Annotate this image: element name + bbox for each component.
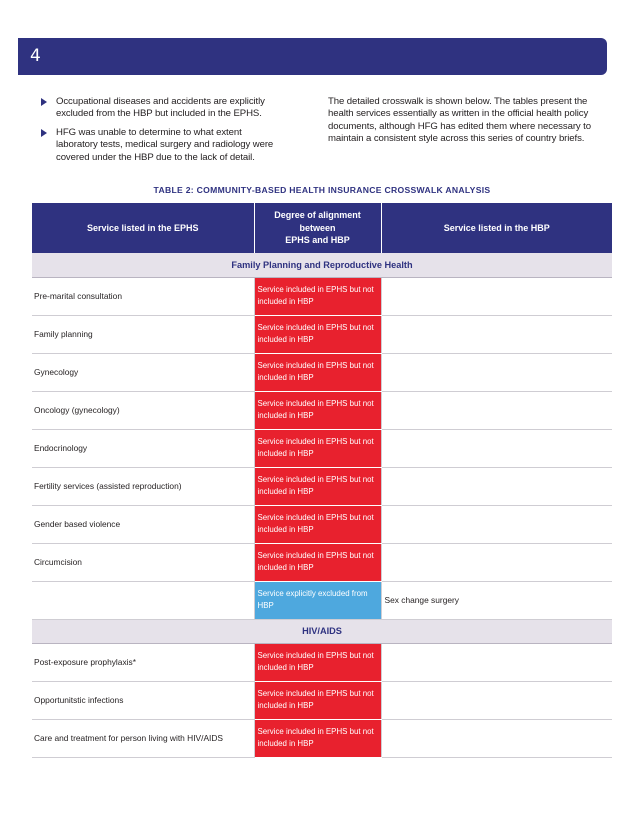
cell-alignment-excluded: Service explicitly excluded from HBP xyxy=(254,581,381,619)
table-row xyxy=(32,719,612,757)
cell-ephs-service: Circumcision xyxy=(32,543,254,581)
cell-ephs-service: Family planning xyxy=(32,315,254,353)
cell-alignment-included: Service included in EPHS but not included in HBP xyxy=(254,391,381,429)
cell-hbp-service xyxy=(381,429,612,467)
table-caption: TABLE 2: COMMUNITY-BASED HEALTH INSURANCE CROSSWALK ANALYSIS xyxy=(153,185,491,195)
header-hbp: Service listed in the HBP xyxy=(381,203,612,253)
cell-ephs-service: Opportunitstic infections xyxy=(32,681,254,719)
page-number: 4 xyxy=(30,46,41,66)
cell-alignment-included: Service included in EPHS but not included in HBP xyxy=(254,643,381,681)
table-row xyxy=(32,581,612,619)
cell-hbp-service xyxy=(381,681,612,719)
cell-hbp-service xyxy=(381,391,612,429)
bullet-text: Occupational diseases and accidents are explicitly excluded from the HBP but included in the EPHS. xyxy=(56,96,265,120)
header-alignment-line: Degree of alignment xyxy=(274,210,361,221)
cell-ephs-service: Gynecology xyxy=(32,353,254,391)
table-row xyxy=(32,277,612,315)
cell-alignment-included: Service included in EPHS but not included in HBP xyxy=(254,719,381,757)
cell-hbp-service xyxy=(381,505,612,543)
cell-alignment-included: Service included in EPHS but not included in HBP xyxy=(254,505,381,543)
table-row xyxy=(32,543,612,581)
table-header-row xyxy=(32,203,612,253)
left-column xyxy=(40,96,285,170)
header-alignment-line: EPHS and HBP xyxy=(285,235,350,246)
section-row xyxy=(32,253,612,277)
cell-hbp-service xyxy=(381,543,612,581)
cell-alignment-included: Service included in EPHS but not included in HBP xyxy=(254,353,381,391)
cell-alignment-included: Service included in EPHS but not included in HBP xyxy=(254,543,381,581)
cell-ephs-service: Pre-marital consultation xyxy=(32,277,254,315)
cell-alignment-included: Service included in EPHS but not included in HBP xyxy=(254,315,381,353)
table-row xyxy=(32,353,612,391)
bullet-text: HFG was unable to determine to what extent laboratory tests, medical surgery and radiology were covered under the HBP due to the lack of detail. xyxy=(56,126,274,163)
table-row xyxy=(32,505,612,543)
cell-hbp-service xyxy=(381,719,612,757)
bullet-triangle-icon xyxy=(41,98,47,106)
table-row xyxy=(32,315,612,353)
table-row xyxy=(32,681,612,719)
cell-alignment-included: Service included in EPHS but not included in HBP xyxy=(254,681,381,719)
cell-hbp-service: Sex change surgery xyxy=(381,581,612,619)
table-row xyxy=(32,643,612,681)
table-row xyxy=(32,391,612,429)
cell-ephs-service: Oncology (gynecology) xyxy=(32,391,254,429)
cell-hbp-service xyxy=(381,315,612,353)
section-title: HIV/AIDS xyxy=(32,619,612,643)
cell-hbp-service xyxy=(381,277,612,315)
cell-alignment-included: Service included in EPHS but not included in HBP xyxy=(254,467,381,505)
cell-ephs-service: Post-exposure prophylaxis* xyxy=(32,643,254,681)
table-row xyxy=(32,467,612,505)
bullet-item xyxy=(40,96,285,121)
cell-ephs-service: Endocrinology xyxy=(32,429,254,467)
header-ephs: Service listed in the EPHS xyxy=(32,203,254,253)
cell-hbp-service xyxy=(381,353,612,391)
crosswalk-table xyxy=(32,203,612,758)
table-row xyxy=(32,429,612,467)
cell-ephs-service xyxy=(32,581,254,619)
table-body xyxy=(32,253,612,757)
bullet-item xyxy=(40,127,285,164)
bullet-triangle-icon xyxy=(41,129,47,137)
section-title: Family Planning and Reproductive Health xyxy=(32,253,612,277)
cell-alignment-included: Service included in EPHS but not included in HBP xyxy=(254,277,381,315)
cell-hbp-service xyxy=(381,467,612,505)
page-header-band xyxy=(18,38,607,75)
cell-ephs-service: Gender based violence xyxy=(32,505,254,543)
cell-ephs-service: Care and treatment for person living with HIV/AIDS xyxy=(32,719,254,757)
section-row xyxy=(32,619,612,643)
header-alignment-line: between xyxy=(299,222,336,233)
right-column-paragraph: The detailed crosswalk is shown below. The tables present the health services essentially as written in the official health policy documents, although HFG has edited them where necessary to maintain a consistent style across this series of country briefs. xyxy=(328,96,591,145)
cell-alignment-included: Service included in EPHS but not included in HBP xyxy=(254,429,381,467)
header-alignment xyxy=(254,203,381,253)
cell-ephs-service: Fertility services (assisted reproduction) xyxy=(32,467,254,505)
cell-hbp-service xyxy=(381,643,612,681)
